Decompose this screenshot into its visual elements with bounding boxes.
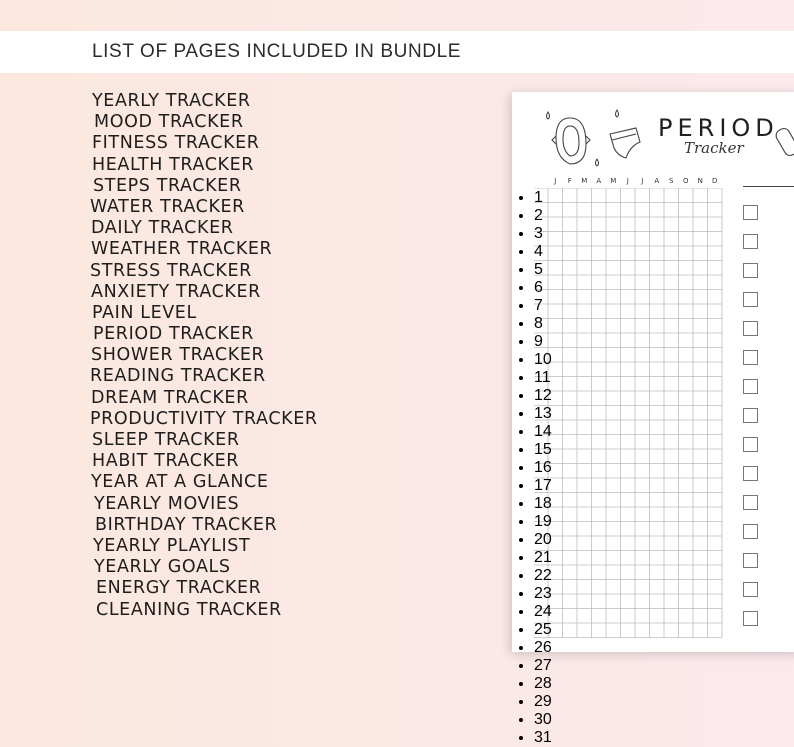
note-checkbox[interactable] [743,321,758,336]
day-label: • 21 [534,549,552,567]
day-label: • 1 [534,189,552,207]
day-label: • 7 [534,297,552,315]
day-label: • 5 [534,261,552,279]
period-illustrations [542,104,652,174]
day-label: • 25 [534,621,552,639]
month-label: O [682,177,689,185]
month-label: A [654,177,660,185]
note-checkbox[interactable] [743,495,758,510]
day-label: • 24 [534,603,552,621]
note-checkbox[interactable] [743,350,758,365]
preview-script-subtitle: Tracker [684,139,744,157]
included-pages-list [90,91,380,621]
page-list-item: STEPS TRACKER [93,175,242,196]
note-checkbox[interactable] [743,466,758,481]
day-label: • 14 [534,423,552,441]
day-label: • 3 [534,225,552,243]
page-list-item: YEARLY MOVIES [94,493,240,514]
month-label: J [641,177,644,185]
day-label: • 10 [534,351,552,369]
page-list-item: HEALTH TRACKER [92,154,255,175]
day-label: • 26 [534,639,552,657]
page-list-item: YEAR AT A GLANCE [91,472,269,493]
month-label: A [596,177,602,185]
period-tracker-preview [512,92,794,746]
day-label: • 29 [534,693,552,711]
page-list-item: PRODUCTIVITY TRACKER [90,408,318,429]
page-list-item: ANXIETY TRACKER [91,281,261,302]
day-label: • 11 [534,369,552,387]
page-list-item: ENERGY TRACKER [96,578,262,599]
day-label: • 28 [534,675,552,693]
notes-line [743,186,794,187]
month-label: M [581,177,588,185]
day-label: • 9 [534,333,552,351]
banner-title: LIST OF PAGES INCLUDED IN BUNDLE [92,41,462,62]
page-list-item: STRESS TRACKER [90,260,252,281]
day-label: • 18 [534,495,552,513]
note-checkbox[interactable] [743,379,758,394]
month-label: M [610,177,617,185]
note-checkbox[interactable] [743,408,758,423]
note-checkbox[interactable] [743,437,758,452]
page-list-item: READING TRACKER [90,366,266,387]
underwear-icon [610,128,640,158]
page-list-item: DAILY TRACKER [91,218,234,239]
day-label: • 12 [534,387,552,405]
day-label: • 15 [534,441,552,459]
bandage-icon [774,126,794,160]
day-label: • 13 [534,405,552,423]
day-label: • 2 [534,207,552,225]
page-list-item: HABIT TRACKER [92,451,240,472]
day-label: • 16 [534,459,552,477]
month-label: D [712,177,718,185]
note-checkbox[interactable] [743,553,758,568]
month-label: J [626,177,629,185]
day-column [534,189,552,747]
page-list-item: MOOD TRACKER [94,112,244,133]
sanitary-pad-icon [552,118,590,164]
page-list-item: SHOWER TRACKER [91,345,265,366]
note-checkbox[interactable] [743,234,758,249]
page-list-item: YEARLY GOALS [94,557,231,578]
tracker-grid [534,188,724,658]
page-list-item: WATER TRACKER [90,196,245,217]
day-label: • 31 [534,729,552,747]
day-label: • 17 [534,477,552,495]
day-label: • 6 [534,279,552,297]
header-banner [0,31,794,73]
day-label: • 23 [534,585,552,603]
page-list-item: WEATHER TRACKER [91,239,273,260]
page-list-item: SLEEP TRACKER [92,430,240,450]
preview-title: PERIOD [658,114,779,142]
month-label: N [697,177,703,185]
day-label: • 20 [534,531,552,549]
page-list-item: YEARLY TRACKER [92,91,251,111]
day-label: • 22 [534,567,552,585]
note-checkbox[interactable] [743,263,758,278]
day-label: • 8 [534,315,552,333]
month-label: J [554,177,557,185]
day-label: • 30 [534,711,552,729]
note-checkbox[interactable] [743,582,758,597]
page-list-item: PAIN LEVEL [92,302,197,323]
page-list-item: PERIOD TRACKER [93,324,254,345]
note-checkbox[interactable] [743,292,758,307]
note-checkbox[interactable] [743,205,758,220]
page-list-item: CLEANING TRACKER [96,599,282,620]
note-checkbox[interactable] [743,611,758,626]
day-label: • 27 [534,657,552,675]
month-label: F [567,177,572,185]
month-label: S [669,177,674,185]
page-list-item: BIRTHDAY TRACKER [95,514,278,535]
page-list-item: FITNESS TRACKER [92,133,260,154]
day-label: • 4 [534,243,552,261]
note-checkbox[interactable] [743,524,758,539]
page-list-item: YEARLY PLAYLIST [93,535,251,556]
page-list-item: DREAM TRACKER [91,387,249,408]
day-label: • 19 [534,513,552,531]
